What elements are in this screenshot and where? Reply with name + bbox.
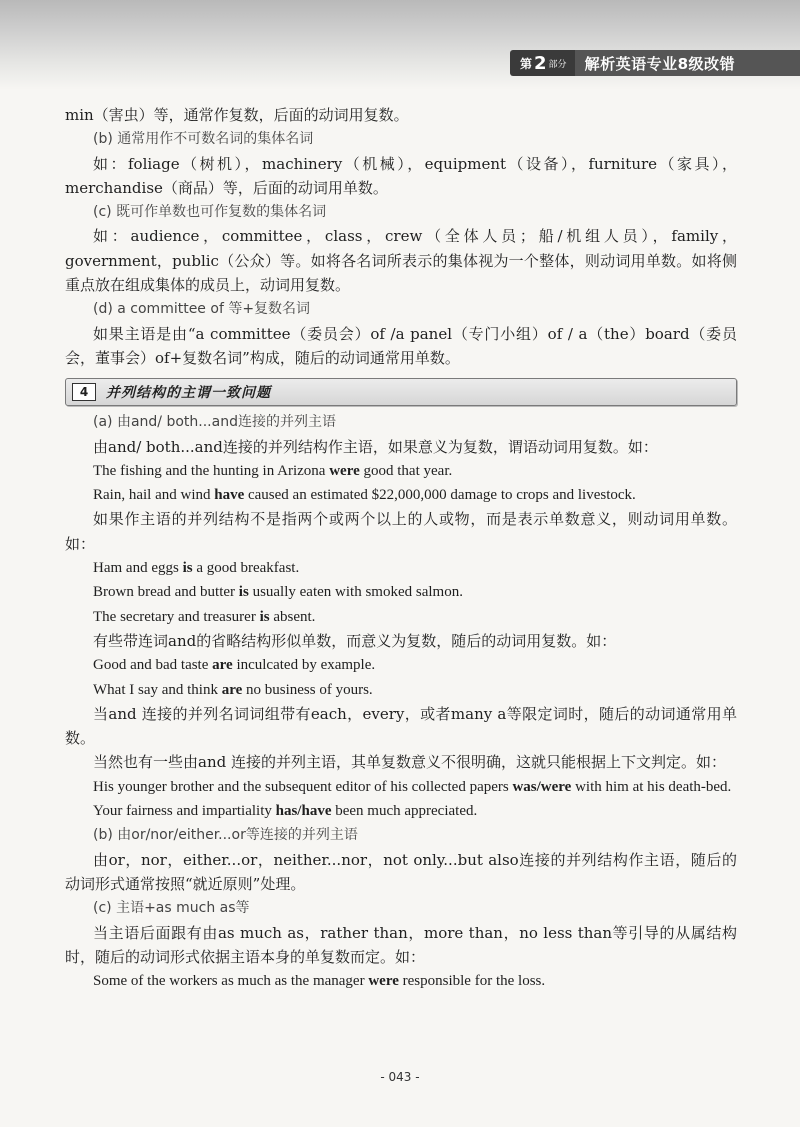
header-title: 解析英语专业8级改错 (575, 50, 800, 76)
subheading-c: (c) 既可作单数也可作复数的集体名词 (93, 204, 327, 221)
subheading-b2: (b) 由or/nor/either...or等连接的并列主语 (93, 827, 358, 844)
header-shade (0, 0, 800, 90)
example-group (65, 775, 737, 824)
subheading-d: (d) a committee of 等+复数名词 (93, 301, 311, 318)
example-verb: was/were (512, 778, 572, 795)
running-header (510, 50, 800, 76)
example-sentence (65, 969, 737, 993)
example-sentence (65, 580, 737, 604)
example-group (65, 459, 737, 508)
example-verb: have (214, 487, 245, 504)
example-sentence (65, 653, 737, 677)
section-number: 4 (72, 383, 96, 401)
paragraph: 当然也有一些由and 连接的并列主语，其单复数意义不很明确，这就只能根据上下文判定。如： (93, 753, 726, 772)
example-text: Brown bread and butter (93, 584, 239, 601)
part-badge (510, 50, 575, 76)
section-heading (65, 378, 737, 406)
example-text: Your fairness and impartiality (93, 803, 276, 820)
example-text: The fishing and the hunting in Arizona (93, 462, 330, 479)
example-text: good that year. (359, 462, 453, 479)
paragraph: 如果作主语的并列结构不是指两个或两个以上的人或物，而是表示单数意义，则动词用单数。如： (65, 510, 737, 553)
paragraph: 如：foliage（树机），machinery（机械），equipment（设备），furniture（家具），merchandise（商品）等，后面的动词用单数。 (65, 154, 737, 197)
example-text: with him at his death-bed. (571, 778, 732, 795)
example-sentence (65, 605, 737, 629)
paragraph: 如果主语是由“a committee（委员会）of /a panel（专门小组）of / a（the）board（委员会，董事会）of+复数名词”构成，随后的动词通常用单数。 (65, 324, 737, 367)
example-text: responsible for the loss. (398, 973, 546, 990)
part-number: 2 (534, 52, 547, 74)
part-suffix: 部分 (548, 59, 567, 70)
paragraph: 如：audience，committee，class，crew（全体人员；船/机组人员），family，government，public（公众）等。如将各名词所表示的集体视为一个整体，则动词用单数。如将侧重点放在组成集体的成员上，动词用复数。 (65, 227, 737, 295)
example-text: What I say and think (93, 681, 222, 698)
example-text: no business of yours. (242, 681, 373, 698)
example-text: Good and bad taste (93, 657, 213, 674)
example-sentence (65, 775, 737, 799)
example-text: been much appreciated. (331, 803, 478, 820)
example-text: His younger brother and the subsequent editor of his collected papers (93, 778, 513, 795)
paragraph: min（害虫）等，通常作复数，后面的动词用复数。 (65, 106, 409, 124)
subheading-a: (a) 由and/ both...and连接的并列主语 (93, 414, 336, 431)
paragraph: 由or，nor，either...or，neither...nor，not only...but also连接的并列结构作主语，随后的动词形式通常按照“就近原则”处理。 (65, 850, 737, 893)
example-group (65, 969, 737, 993)
example-verb: is (238, 584, 249, 601)
part-prefix: 第 (520, 56, 533, 71)
paragraph: 有些带连词and的省略结构形似单数，而意义为复数，随后的动词用复数。如： (93, 631, 617, 650)
example-sentence (65, 678, 737, 702)
example-verb: is (182, 560, 193, 577)
example-sentence (65, 556, 737, 580)
page-number: - 043 - (380, 1070, 420, 1084)
example-text: caused an estimated $22,000,000 damage to crops and livestock. (244, 487, 636, 504)
example-text: inculcated by example. (232, 657, 376, 674)
example-text: Some of the workers as much as the manager (93, 973, 369, 990)
subheading-b: (b) 通常用作不可数名词的集体名词 (93, 131, 314, 148)
example-text: absent. (269, 608, 316, 625)
example-text: Ham and eggs (93, 560, 183, 577)
example-text: a good breakfast. (192, 560, 300, 577)
paragraph: 当and 连接的并列名词词组带有each，every，或者many a等限定词时，随后的动词通常用单数。 (65, 704, 737, 748)
section-title: 并列结构的主谓一致问题 (106, 385, 271, 402)
example-sentence (65, 483, 737, 507)
example-group (65, 653, 737, 702)
example-text: The secretary and treasurer (93, 608, 260, 625)
subheading-c2: (c) 主语+as much as等 (93, 900, 250, 917)
example-group (65, 556, 737, 629)
page-content (65, 103, 737, 993)
example-verb: were (329, 462, 360, 479)
example-verb: are (221, 681, 243, 698)
example-verb: were (368, 973, 399, 990)
example-sentence (65, 799, 737, 823)
example-verb: are (212, 657, 233, 674)
example-verb: has/have (275, 803, 332, 820)
example-text: usually eaten with smoked salmon. (248, 584, 463, 601)
example-sentence (65, 459, 737, 483)
paragraph: 当主语后面跟有由as much as，rather than，more than，no less than等引导的从属结构时，随后的动词形式依据主语本身的单复数而定。如： (65, 923, 737, 966)
example-verb: is (259, 608, 270, 625)
paragraph: 由and/ both...and连接的并列结构作主语，如果意义为复数，谓语动词用复数。如： (93, 437, 658, 456)
example-text: Rain, hail and wind (93, 487, 215, 504)
